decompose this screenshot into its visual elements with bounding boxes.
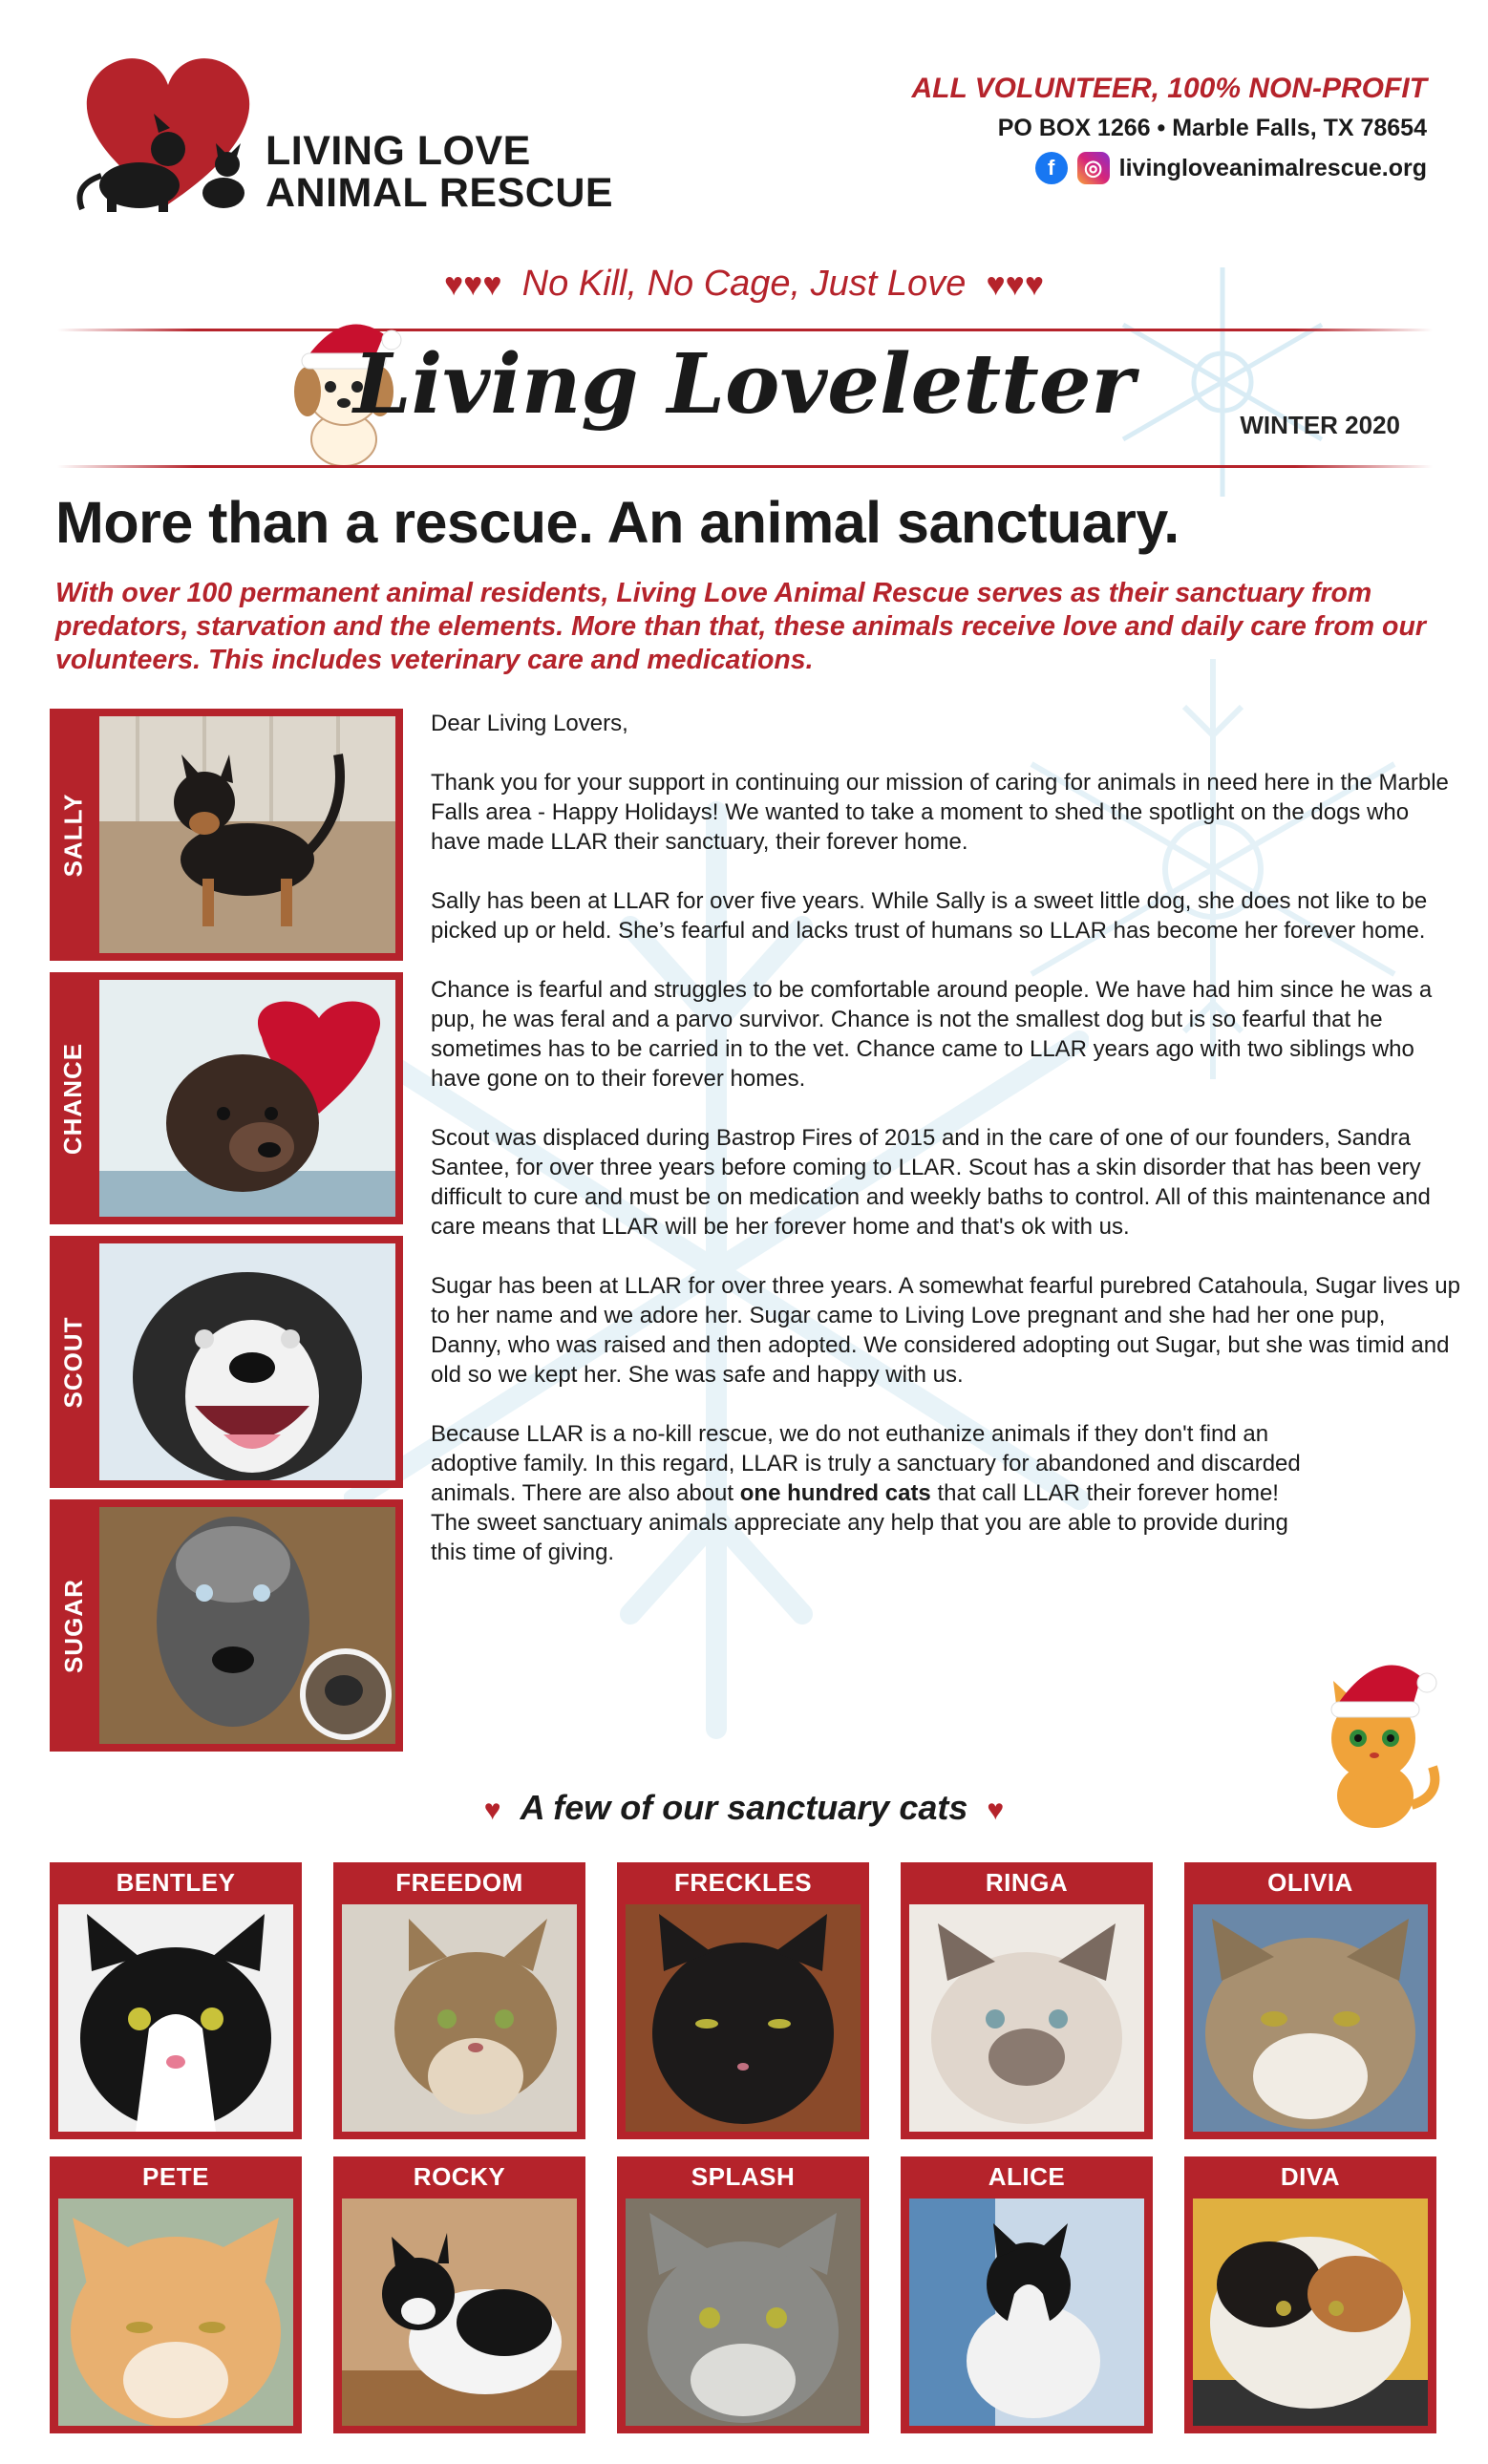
newsletter-title: Living Loveletter (353, 336, 1135, 433)
letter-greeting: Dear Living Lovers, (431, 711, 628, 736)
cat-name: BENTLEY (116, 1868, 236, 1897)
heart-icon: ♥ (483, 1795, 501, 1826)
cat-photo (58, 2198, 293, 2426)
cat-photo (626, 2198, 861, 2426)
cat-card-rocky (333, 2156, 585, 2433)
cat-card-diva (1184, 2156, 1436, 2433)
cat-photo (342, 2198, 577, 2426)
page-headline: More than a rescue. An animal sanctuary. (55, 490, 1180, 555)
cat-photo (58, 1904, 293, 2132)
slogan-line (0, 264, 1488, 305)
dog-name: SUGAR (58, 1578, 88, 1673)
divider (57, 329, 1433, 331)
letter-paragraph: Sally has been at LLAR for over five years. While Sally is a sweet little dog, she does not like to be picked up or held. She’s fearful and lacks trust of humans so LLAR has become her forever home. (431, 888, 1428, 944)
cat-name: ALICE (988, 2162, 1066, 2191)
cats-section-title: ♥ A few of our sanctuary cats ♥ (483, 1788, 1005, 1827)
dog-photo (99, 1507, 395, 1744)
letter-paragraph: Chance is fearful and struggles to be comfortable around people. We have had him since he was a pup, he was feral and a parvo survivor. Chance is not the smallest dog but is so fearful that he sometimes has to be carried in to the vet. Chance came to LLAR years ago with two siblings who have gone on to their forever homes. (431, 977, 1433, 1092)
cat-name: FREEDOM (395, 1868, 523, 1897)
cat-card-ringa (901, 1862, 1153, 2139)
divider (57, 465, 1433, 468)
dog-name: SALLY (58, 793, 88, 877)
dog-card-chance (50, 972, 403, 1224)
cat-name: PETE (142, 2162, 209, 2191)
heart-icon: ♥ (987, 1795, 1005, 1826)
dog-card-sugar (50, 1499, 403, 1752)
dog-name: SCOUT (58, 1316, 88, 1408)
dog-photo (99, 980, 395, 1217)
cat-card-freedom (333, 1862, 585, 2139)
cat-name: DIVA (1280, 2162, 1341, 2191)
logo-heart-pets-icon (63, 42, 273, 214)
intro-paragraph: With over 100 permanent animal residents, Living Love Animal Rescue serves as their sanctuary from predators, starvation and the elements. More than that, these animals receive love and daily care from our volunteers. This includes veterinary care and medications. (55, 578, 1426, 675)
letter-paragraph: Thank you for your support in continuing our mission of caring for animals in need here in the Marble Falls area - Happy Holidays! We wanted to take a moment to shed the spotlight on the dogs who have made LLAR their sanctuary, their forever home. (431, 770, 1449, 855)
mailing-address: PO BOX 1266 • Marble Falls, TX 78654 (997, 115, 1427, 141)
dog-card-sally (50, 709, 403, 961)
highlight-text: one hundred cats (739, 1480, 931, 1506)
dog-card-scout (50, 1236, 403, 1488)
letter-paragraph: Because LLAR is a no-kill rescue, we do not euthanize animals if they don't find an adoptive family. In this regard, LLAR is truly a sanctuary for abandoned and discarded animals. There are also about one hundred cats that call LLAR their forever home! The sweet sanctuary animals appreciate any help that you are able to provide during this time of giving. (431, 1421, 1301, 1565)
cat-card-pete (50, 2156, 302, 2433)
cat-photo (909, 1904, 1144, 2132)
hearts-icon: ♥♥♥ (986, 266, 1045, 303)
tagline: ALL VOLUNTEER, 100% NON-PROFIT (911, 73, 1427, 104)
cat-photo (626, 1904, 861, 2132)
dog-photo (99, 1243, 395, 1480)
cat-card-alice (901, 2156, 1153, 2433)
cat-name: SPLASH (691, 2162, 796, 2191)
cat-name: ROCKY (413, 2162, 506, 2191)
cat-card-freckles (617, 1862, 869, 2139)
cat-card-olivia (1184, 1862, 1436, 2139)
cat-card-splash (617, 2156, 869, 2433)
issue-date: WINTER 2020 (1240, 411, 1400, 439)
cat-name: OLIVIA (1267, 1868, 1353, 1897)
letter-paragraph: Sugar has been at LLAR for over three years. A somewhat fearful purebred Catahoula, Sugar lives up to her name and we adore her. Sugar came to Living Love pregnant and she had her one pup, Danny, who was raised and then adopted. We considered adopting out Sugar, but she was timid and old so we kept her. She was safe and happy with us. (431, 1273, 1460, 1388)
website-link[interactable]: livingloveanimalrescue.org (1118, 154, 1427, 181)
dog-photo (99, 716, 395, 953)
facebook-icon[interactable]: f (1035, 152, 1068, 184)
hearts-icon: ♥♥♥ (443, 266, 502, 303)
cat-photo (1193, 2198, 1428, 2426)
cat-name: FRECKLES (673, 1868, 813, 1897)
contact-block (911, 73, 1427, 184)
letter-paragraph: Scout was displaced during Bastrop Fires of 2015 and in the care of one of our founders, Sandra Santee, for over three years before coming to LLAR. Scout has a skin disorder that has been very difficult to cure and must be on medication and weekly baths to control. All of this maintenance and care means that LLAR will be her forever home and that's ok with us. (431, 1125, 1431, 1240)
cat-card-bentley (50, 1862, 302, 2139)
dog-name: CHANCE (58, 1042, 88, 1155)
cat-photo (342, 1904, 577, 2132)
instagram-icon[interactable]: ◎ (1077, 152, 1110, 184)
organization-name: LIVING LOVE ANIMAL RESCUE (266, 128, 614, 216)
letter-body (431, 709, 1462, 1597)
cat-photo (1193, 1904, 1428, 2132)
slogan: No Kill, No Cage, Just Love (521, 264, 967, 304)
cat-name: RINGA (985, 1868, 1069, 1897)
cat-photo (909, 2198, 1144, 2426)
